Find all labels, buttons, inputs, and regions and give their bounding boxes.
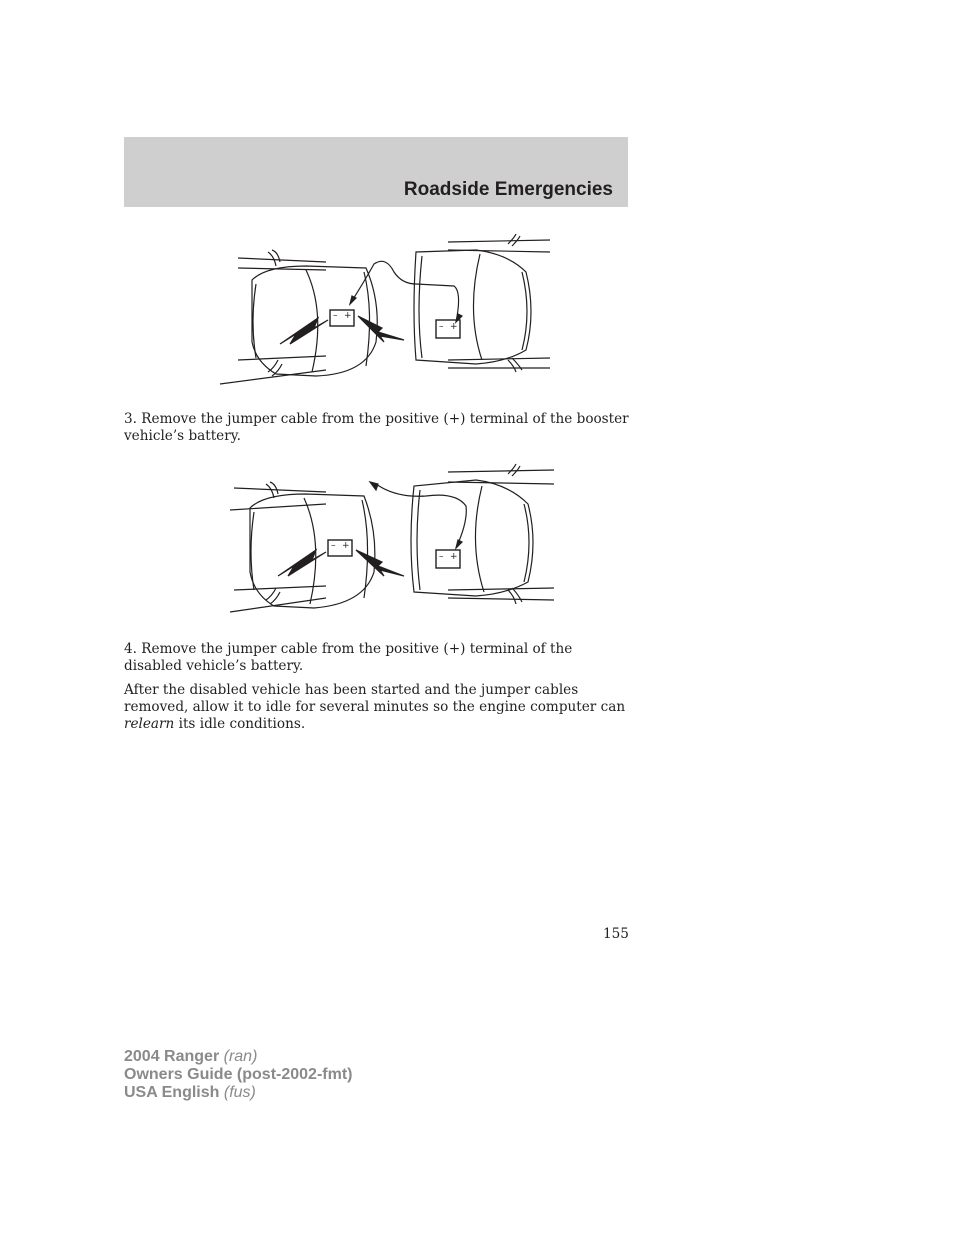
after-text-end: its idle conditions. <box>174 716 306 732</box>
battery-terminal-label: – <box>333 311 338 321</box>
battery-terminal-label: + <box>450 552 458 562</box>
relearn-emphasis: relearn <box>124 716 175 732</box>
jumper-cable <box>350 261 459 322</box>
cable-clamp <box>456 540 462 548</box>
lightning-bolt-icon <box>280 318 328 344</box>
battery-terminal-label: – <box>439 552 444 562</box>
step-3-text: 3. Remove the jumper cable from the positive (+) terminal of the booster vehicle’s battery. <box>124 411 629 444</box>
battery-terminal-label: – <box>439 322 444 332</box>
section-header-bar <box>124 137 628 207</box>
footer-language-code: (fus) <box>219 1084 256 1101</box>
lightning-bolt-icon <box>358 316 404 342</box>
jumper-cable <box>376 484 466 548</box>
document-footer <box>124 1048 352 1102</box>
page-number: 155 <box>603 926 629 942</box>
footer-line-2 <box>124 1066 352 1084</box>
footer-guide: Owners Guide (post-2002-fmt) <box>124 1066 353 1083</box>
battery-terminal-label: + <box>342 541 350 551</box>
step-4-text: 4. Remove the jumper cable from the positive (+) terminal of the disabled vehicle’s battery. <box>124 641 573 674</box>
booster-vehicle <box>230 482 375 612</box>
after-text-start: After the disabled vehicle has been started and the jumper cables removed, allow it to idle for several minutes so the engine computer can <box>124 682 626 715</box>
jumper-cable-illustration-2 <box>216 462 560 622</box>
jumper-cable-illustration-1 <box>216 232 560 392</box>
battery-terminal-label: + <box>450 322 458 332</box>
footer-model: 2004 Ranger <box>124 1048 220 1065</box>
footer-line-3 <box>124 1084 352 1102</box>
disabled-vehicle <box>414 234 550 372</box>
footer-language: USA English <box>124 1084 220 1101</box>
section-title: Roadside Emergencies <box>403 179 613 200</box>
footer-line-1 <box>124 1048 352 1066</box>
lightning-bolt-icon <box>278 550 326 576</box>
battery-terminal-label: + <box>344 311 352 321</box>
lightning-bolt-icon <box>356 550 404 576</box>
after-start-text <box>124 682 630 733</box>
footer-model-code: (ran) <box>219 1048 258 1065</box>
cable-clamp <box>370 482 378 490</box>
cable-clamp <box>350 296 356 304</box>
battery-terminal-label: – <box>331 541 336 551</box>
disabled-vehicle <box>411 464 554 604</box>
